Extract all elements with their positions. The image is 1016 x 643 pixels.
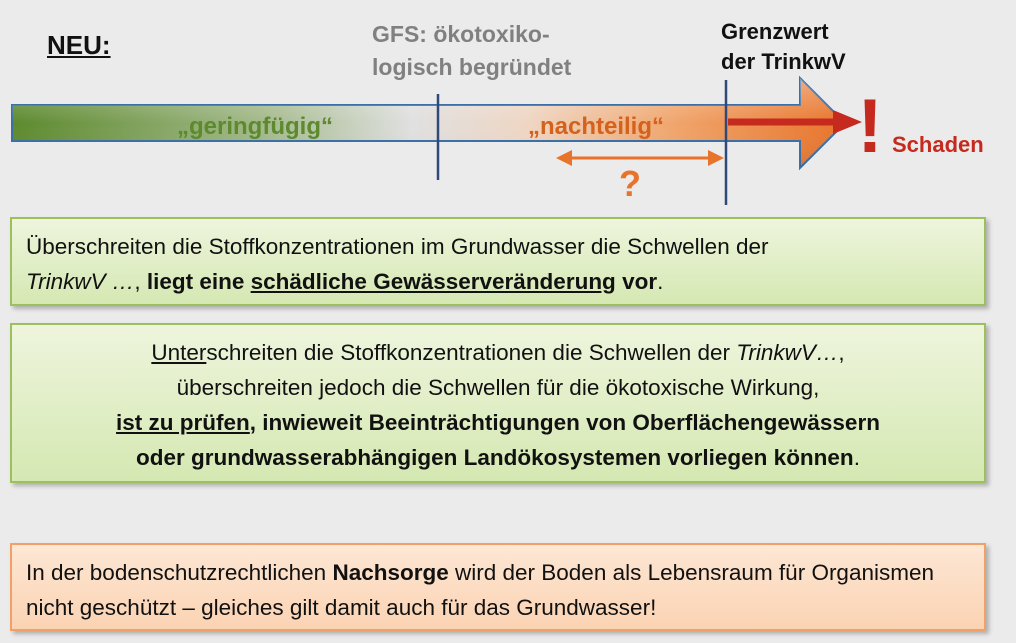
- box2-line2: überschreiten jedoch die Schwellen für die ökotoxische Wirkung,: [176, 375, 820, 400]
- box1-text-italic: TrinkwV …: [26, 269, 135, 294]
- box2-line1: [26, 335, 970, 370]
- box2-line1-end: ,: [838, 340, 845, 365]
- box2-pruefen: ist zu prüfen: [116, 410, 250, 435]
- concentration-scale-diagram: [0, 0, 1016, 215]
- box1-text-period: .: [657, 269, 664, 294]
- box2-line4-end: .: [853, 445, 860, 470]
- box2-line4: [26, 440, 970, 475]
- box2-line1-italic: TrinkwV…: [736, 340, 839, 365]
- gfs-label-line2: logisch begründet: [372, 54, 572, 80]
- zone-label-geringfuegig: „geringfügig“: [177, 113, 333, 140]
- uncertainty-arrow-right-head: [708, 150, 724, 166]
- zone-label-nachteilig: „nachteilig“: [527, 113, 665, 140]
- statement-box-harmful-change: [10, 217, 986, 306]
- box1-text-key-term: schädliche Gewässerveränderung: [250, 269, 616, 294]
- box2-line3-bold: , inwieweit Beeinträchtigungen von Oberflächengewässern: [249, 410, 880, 435]
- question-mark: ?: [619, 163, 641, 204]
- box1-text-bold-end: vor: [615, 269, 658, 294]
- statement-box-aftercare: [10, 543, 986, 631]
- grenzwert-label-line1: Grenzwert: [721, 19, 829, 44]
- damage-label: Schaden: [892, 132, 984, 157]
- uncertainty-arrow-left-head: [556, 150, 572, 166]
- box2-line3: [26, 405, 970, 440]
- box1-text-bold: liegt eine: [146, 269, 251, 294]
- gfs-label-line1: GFS: ökotoxiko-: [372, 21, 550, 47]
- exclamation-icon: !: [857, 84, 883, 169]
- box2-unter: Unter: [151, 340, 207, 365]
- box2-line1-rest: schreiten die Stoffkonzentrationen die Schwellen der: [206, 340, 737, 365]
- neu-label: NEU:: [47, 30, 111, 60]
- box3-text-rest: wird der Boden als Lebensraum für Organismen nicht geschützt – gleiches gilt damit auch für das Grundwasser!: [26, 560, 934, 620]
- box1-text-comma: ,: [134, 269, 147, 294]
- box3-text-1: In der bodenschutzrechtlichen: [26, 560, 333, 585]
- box1-text-1: Überschreiten die Stoffkonzentrationen im Grundwasser die Schwellen der: [26, 234, 769, 259]
- statement-box-check-impact: [10, 323, 986, 483]
- grenzwert-label-line2: der TrinkwV: [721, 49, 846, 74]
- box3-nachsorge: Nachsorge: [332, 560, 449, 585]
- box2-line4-bold: oder grundwasserabhängigen Landökosystemen vorliegen können: [136, 445, 854, 470]
